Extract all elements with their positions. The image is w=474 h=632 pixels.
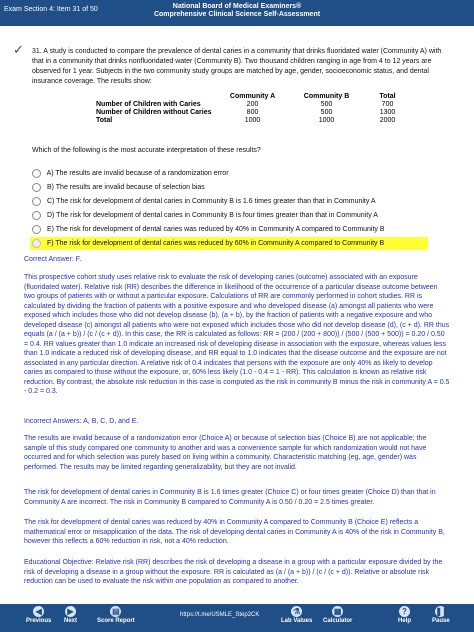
table-cell: 700 <box>381 101 394 108</box>
answered-check-icon: ✓ <box>13 42 24 57</box>
results-table <box>92 93 412 125</box>
option-letter: F) <box>46 240 54 247</box>
explanation-paragraph: The risk for development of dental caries was reduced by 40% in Community A compared to Community B (Choice E) reflects a mathematical error or misapplication of the data. The risk of developing dental caries in Community A is 40% of the risk in Community B, however this reflects a 60% reduction in risk, not a 40% reduction. <box>24 519 445 545</box>
table-cell: 800 <box>246 109 259 116</box>
pause-label: Pause <box>432 618 450 624</box>
table-cell: 500 <box>320 101 333 108</box>
question-body: A study is conducted to compare the prevalence of dental caries in a community that drinks fluoridated water (Community A) with that in a community that drinks nonfluoridated water (Community B). Two thousand children ranging in age from 4 to 12 years are observed for 1 year. Subjects in the two community study groups are matched by age, gender, socioeconomic status, and dental insurance coverage. The results show: <box>32 48 442 85</box>
radio-button-icon[interactable] <box>32 183 41 192</box>
table-header-cell: Community B <box>303 93 350 100</box>
calculator-label: Calculator <box>323 618 353 624</box>
table-row <box>92 101 412 109</box>
table-header-cell <box>92 93 216 101</box>
option-text: The risk for development of dental caries in Community B is 1.6 times greater than that in Community A <box>56 198 376 205</box>
explanation-paragraph: The risk for development of dental caries in Community B is 1.6 times greater (Choice C) or four times greater (Choice D) than that in Community A are incorrect. The risk in Community B compared to Community A is 0.50 / 0.20 = 2.5 times greater. <box>24 489 436 506</box>
arrow-right-icon: ▶ <box>65 606 76 617</box>
table-row-label: Number of Children with Caries <box>96 101 201 108</box>
option-text: The results are invalid because of a randomization error <box>55 170 229 177</box>
answer-option-c[interactable] <box>30 195 428 208</box>
title-line-2: Comprehensive Clinical Science Self-Assessment <box>153 11 321 18</box>
question-content <box>0 26 474 604</box>
radio-button-icon[interactable] <box>32 169 41 178</box>
calculator-icon: ▦ <box>333 607 342 616</box>
incorrect-answers-label: Incorrect Answers: A, B, C, D, and E. <box>24 418 139 425</box>
next-label: Next <box>64 618 78 624</box>
answer-option-b[interactable] <box>30 181 428 194</box>
question-stem: Which of the following is the most accurate interpretation of these results? <box>32 147 261 154</box>
calculator-button[interactable] <box>323 606 352 624</box>
report-icon: ▤ <box>112 607 120 616</box>
table-cell: 1300 <box>379 109 396 116</box>
pause-button[interactable] <box>432 606 450 624</box>
table-row-label: Number of Children without Caries <box>96 109 212 116</box>
option-letter: E) <box>46 226 54 233</box>
pause-icon: ❚❚ <box>435 607 449 616</box>
option-letter: C) <box>46 198 55 205</box>
table-header-row <box>92 93 412 101</box>
title-line-1: National Board of Medical Examiners® <box>172 3 302 10</box>
option-letter: A) <box>46 170 54 177</box>
radio-button-icon[interactable] <box>32 197 41 206</box>
navigation-bar <box>0 604 474 632</box>
question-text <box>32 47 452 87</box>
option-text: The results are invalid because of selection bias <box>55 184 205 191</box>
radio-button-icon[interactable] <box>32 211 41 220</box>
table-header-cell: Total <box>379 93 396 100</box>
exam-title <box>0 3 474 19</box>
answer-option-d[interactable] <box>30 209 428 222</box>
radio-button-icon[interactable] <box>32 239 41 248</box>
score-report-label: Score Report <box>97 618 135 624</box>
answer-option-f-highlighted[interactable] <box>30 237 428 250</box>
table-cell: 1000 <box>318 117 335 124</box>
question-number: 31. <box>32 48 42 55</box>
watermark-url: https://t.me/USMLE_Step2CK <box>180 612 260 618</box>
correct-answer-label: Correct Answer: F. <box>24 256 82 263</box>
answer-option-e[interactable] <box>30 223 428 236</box>
table-header-cell: Community A <box>229 93 276 100</box>
arrow-left-icon: ◀ <box>33 606 44 617</box>
exam-item-indicator: Exam Section 4: Item 31 of 50 <box>4 6 98 13</box>
help-icon: ? <box>399 606 410 617</box>
table-row-label: Total <box>96 117 113 124</box>
table-cell: 200 <box>246 101 259 108</box>
table-row <box>92 109 412 117</box>
table-cell: 2000 <box>379 117 396 124</box>
lab-values-label: Lab Values <box>281 618 313 624</box>
previous-label: Previous <box>26 618 52 624</box>
table-cell: 1000 <box>244 117 261 124</box>
lab-values-button[interactable] <box>281 606 312 624</box>
explanation-paragraph: This prospective cohort study uses relative risk to evaluate the risk of developing caries (outcome) associated with an exposure (fluoridated water). Relative risk (RR) describes the difference in likelihood of the occurrence of a particular disease outcome between two groups of patients with or without a particular exposure. Calculations of RR are commonly performed in cohort studies. RR is calculated by dividing the fraction of patients with a positive exposure and who developed disease (a) amongst all patients who were exposed which includes those who did not develop disease (b), (a + b), by the fraction of patients with a negative exposure and who developed disease (c) amongst all patients who were not exposed which includes those who did not develop disease (d), (c + d). RR thus equals (a / (a + b)) / (c / (c + d)). In this case, the RR is calculated as follows: RR = (200 / (200 + 800)) / (500 / (500 + 500)) = 0.20 / 0.50 = 0.4. RR values greater than 1.0 indicate an increased risk of developing disease in association with the exposure, whereas values less than 1.0 indicate a reduced risk of developing disease, and RR equal to 1.0 indicates that the disease outcome and the exposure are not associated in any particular direction. A relative risk of 0.4 indicates that persons with the exposure are only 40% as likely to develop caries as compared to those without the exposure, or, 60% less likely (1.0 - 0.4 = 1 - RR). This calculation is known as relative risk reduction. By contrast, the absolute risk reduction in this case is computed as the risk in community B minus the risk in community A = 0.5 - 0.2 = 0.3. <box>24 274 450 395</box>
radio-button-icon[interactable] <box>32 225 41 234</box>
option-text: The risk for development of dental caries was reduced by 40% in Community A compared to Community B <box>55 226 385 233</box>
option-text: The risk for development of dental caries was reduced by 60% in Community A compared to Community B <box>55 240 385 247</box>
table-row <box>92 117 412 125</box>
option-text: The risk for development of dental caries in Community B is four times greater than that in Community A <box>56 212 378 219</box>
option-letter: D) <box>46 212 55 219</box>
answer-option-a[interactable] <box>30 167 428 180</box>
table-cell: 500 <box>320 109 333 116</box>
flask-icon: ⚗ <box>293 607 301 616</box>
option-letter: B) <box>46 184 54 191</box>
previous-button[interactable] <box>26 606 51 624</box>
explanation-paragraph: The results are invalid because of a randomization error (Choice A) or because of selection bias (Choice B) are not applicable; the sample of this study compared one community to another and was a convenience sample for which randomization would not have occurred and for which selection was purely based on living within a community. Characteristic matching (eg, age, gender) was performed. The results may be limited regarding generalizability, but they are not invalid. <box>24 435 427 471</box>
help-label: Help <box>398 618 412 624</box>
score-report-button[interactable] <box>97 606 135 624</box>
exam-header-bar <box>0 0 474 26</box>
help-button[interactable] <box>398 606 411 624</box>
educational-objective: Educational Objective: Relative risk (RR) describes the risk of developing a disease in a group with a particular exposure divided by the risk of developing a disease in a group without the exposure. RR is calculated as (a / (a + b)) / (c / (c + d)). Relative or absolute risk reduction can be used to evaluate the risk within one population as compared to another. <box>24 559 443 585</box>
next-button[interactable] <box>64 606 77 624</box>
